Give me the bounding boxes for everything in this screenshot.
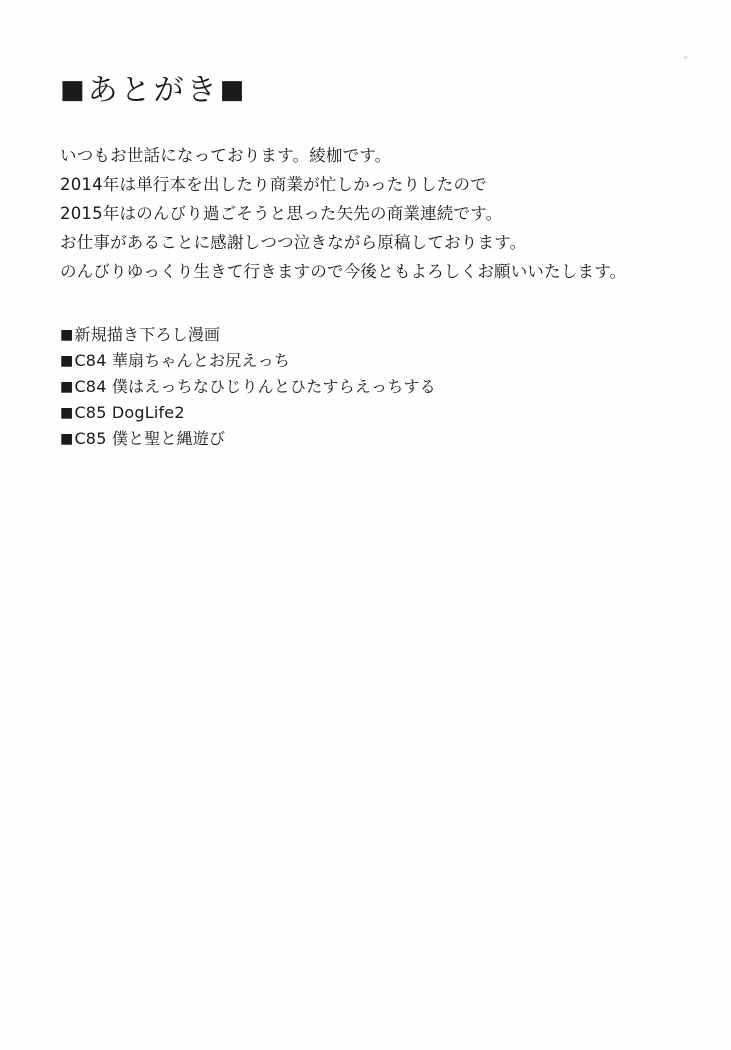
print-speck (684, 56, 687, 59)
list-bullet: ■ (60, 431, 74, 447)
list-item (60, 348, 691, 374)
afterword-line: 2014年は単行本を出したり商業が忙しかったりしたので (60, 175, 487, 194)
title-text: あとがき (87, 73, 220, 108)
works-list (60, 322, 691, 452)
afterword-line: 2015年はのんびり過ごそうと思った矢先の商業連続です。 (60, 204, 503, 223)
list-item (60, 426, 691, 452)
list-item-label: C85 DogLife2 (74, 403, 185, 422)
list-item (60, 374, 691, 400)
list-item-label: C84 僕はえっちなひじりんとひたすらえっちする (74, 377, 436, 396)
list-bullet: ■ (60, 379, 74, 395)
afterword-section (60, 74, 691, 468)
page-title (60, 74, 691, 107)
list-item-label: C84 華扇ちゃんとお尻えっち (74, 351, 291, 370)
title-bullet-right: ■ (219, 75, 248, 105)
list-item (60, 322, 691, 348)
title-bullet-left: ■ (60, 75, 88, 105)
list-bullet: ■ (60, 353, 74, 369)
afterword-line: のんびりゆっくり生きて行きますので今後ともよろしくお願いいたします。 (60, 262, 627, 281)
afterword-line: いつもお世話になっております。綾枷です。 (60, 146, 392, 165)
list-item-label: C85 僕と聖と縄遊び (74, 429, 226, 448)
list-bullet: ■ (60, 405, 74, 421)
afterword-line: お仕事があることに感謝しつつ泣きながら原稿しております。 (60, 233, 527, 252)
list-item-label: 新規描き下ろし漫画 (74, 325, 221, 344)
afterword-body (60, 141, 691, 286)
list-item (60, 400, 691, 426)
list-bullet: ■ (60, 327, 74, 343)
